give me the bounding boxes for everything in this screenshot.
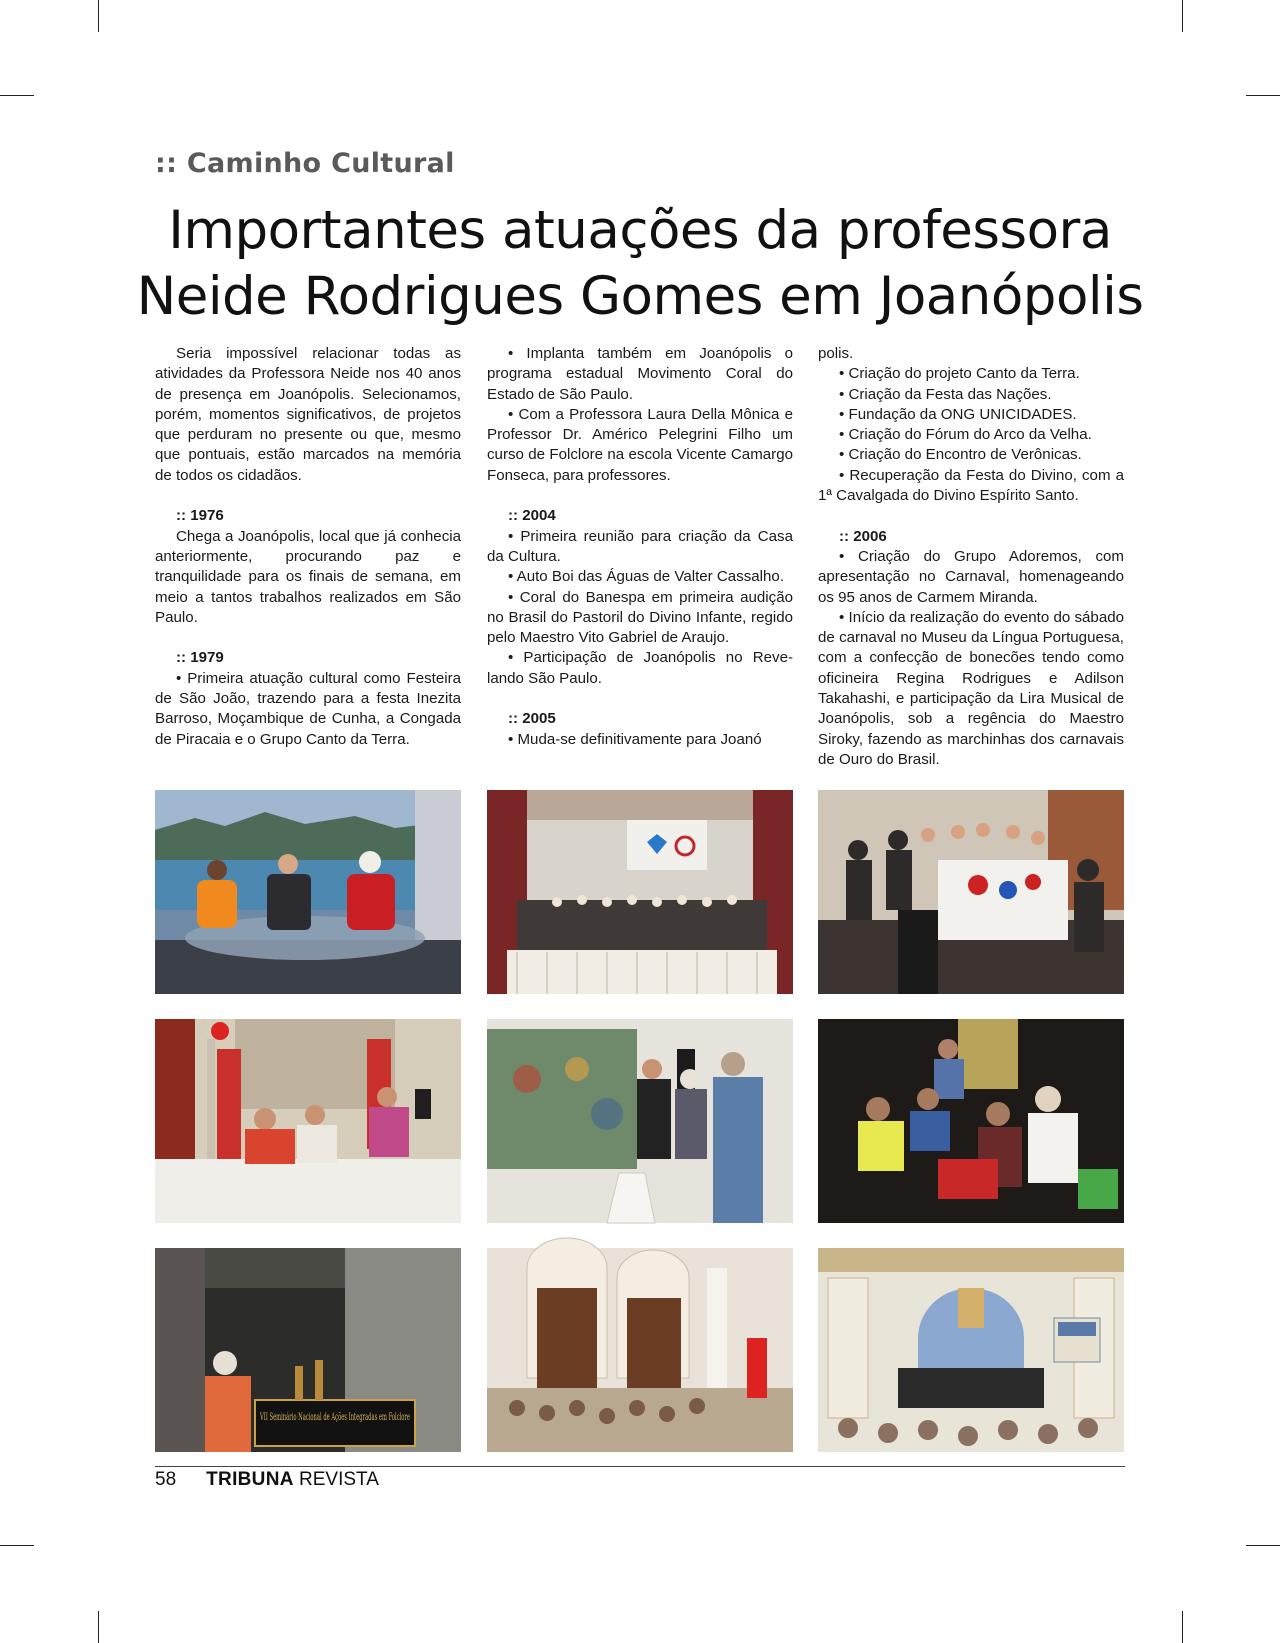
text-column-1 [155,344,461,750]
headline [120,198,1160,330]
photo-church-hall [487,1248,793,1452]
crop-mark [1182,1611,1183,1643]
text-column-3 [818,344,1124,770]
photo-coral-stage [487,790,793,994]
bullet-coral-banespa: • Coral do Banespa em primeira audição no Brasil do Pastoril do Divino Infante, regido pelo Maestro Vito Gabriel de Araujo. [487,588,793,647]
year-heading-2005: :: 2005 [508,710,556,728]
bullet-casa-cultura: • Primeira reunião para criação da Casa da Cultura. [487,527,793,565]
paragraph-1976: Chega a Joanópolis, local que já conhecia anteriormente, procurando paz e tranquilidade para os finais de semana, em meio a tantos trabalhos realizados em São Paulo. [155,527,461,626]
photo-screening [487,1019,793,1223]
bullet-coral-program: • Implanta também em Joanópolis o programa estadual Movimento Coral do Estado de São Paulo. [487,345,793,403]
crop-mark [1246,1545,1280,1546]
photo-seminar-speaker [155,1248,461,1452]
year-heading-1979: :: 1979 [176,649,224,667]
crop-mark [98,1611,99,1643]
photo-tv-interview [155,790,461,994]
text-column-2 [487,344,793,750]
seminar-banner-text: VII Seminário Nacional de Ações Integradas em Folclore [259,1412,411,1423]
crop-mark [98,0,99,32]
bullet-museu: • Início da realização do evento do sábado de carnaval no Museu da Língua Portuguesa, com a confecção de bonecões tendo como oficineira Regina Rodrigues e Adilson Takahashi, e participação da Lira Musical de Joanópolis, sob a regência do Maestro Siroky, fazendo as marchinhas dos carnavais de Ouro do Brasil. [818,608,1124,768]
bullet-ong: • Fundação da ONG UNICIDADES. [839,405,1077,423]
headline-line-2: Neide Rodrigues Gomes em Joanópolis [136,266,1144,327]
bullet-revelando: • Participação de Joanópolis no Revelando São Paulo. [487,649,793,687]
section-label: :: Caminho Cultural [155,148,455,179]
bullet-festa-nacoes: • Criação da Festa das Nações. [839,385,1052,403]
photo-meeting-table [818,790,1124,994]
photo-night-gathering [818,1019,1124,1223]
year-heading-1976: :: 1976 [176,507,224,525]
crop-mark [1182,0,1183,32]
bullet-canto-terra: • Criação do projeto Canto da Terra. [839,365,1080,383]
page-number: 58 [155,1469,177,1490]
photo-church-concert [818,1248,1124,1452]
bullet-festa-divino: • Recuperação da Festa do Divino, com a 1ª Cavalgada do Divino Espírito Santo. [818,466,1124,505]
publication-brand-suffix: REVISTA [299,1469,379,1490]
publication-brand: TRIBUNA [206,1469,294,1490]
photo-panel-table [155,1019,461,1223]
footer-rule [155,1466,1125,1467]
crop-mark [0,95,34,96]
continued-text: polis. [818,345,854,362]
bullet-veronicas: • Criação do Encontro de Verônicas. [839,446,1082,464]
intro-paragraph: Seria impossível relacionar todas as atividades da Professora Neide nos 40 anos de presença em Joanópolis. Selecionamos, porém, momentos significativos, de projetos que perduram no presente ou que, mesmo que pontuais, estão marcados na memória de todos os cidadãos. [155,345,461,484]
bullet-adoremos: • Criação do Grupo Adoremos, com apresentação no Carnaval, homenageando os 95 anos de Carmem Miranda. [818,547,1124,606]
crop-mark [0,1545,34,1546]
bullet-forum: • Criação do Fórum do Arco da Velha. [839,426,1092,444]
year-heading-2006: :: 2006 [839,527,887,545]
headline-line-1: Importantes atuações da professora [168,200,1112,261]
bullet-folclore-course: • Com a Professora Laura Della Mônica e Professor Dr. Américo Pelegrini Filho um curso de Folclore na escola Vicente Camargo Fonseca, para professores. [487,405,793,484]
footer [155,1468,379,1492]
bullet-auto-boi: • Auto Boi das Águas de Valter Cassalho. [508,568,785,586]
year-heading-2004: :: 2004 [508,507,556,525]
bullet-muda-se: • Muda-se definitivamente para Joanó [508,730,762,748]
crop-mark [1246,95,1280,96]
bullet-1979: • Primeira atuação cultural como Festeira de São João, trazendo para a festa Inezita Barroso, Moçambique de Cunha, a Congada de Piracaia e o Grupo Canto da Terra. [155,669,461,748]
